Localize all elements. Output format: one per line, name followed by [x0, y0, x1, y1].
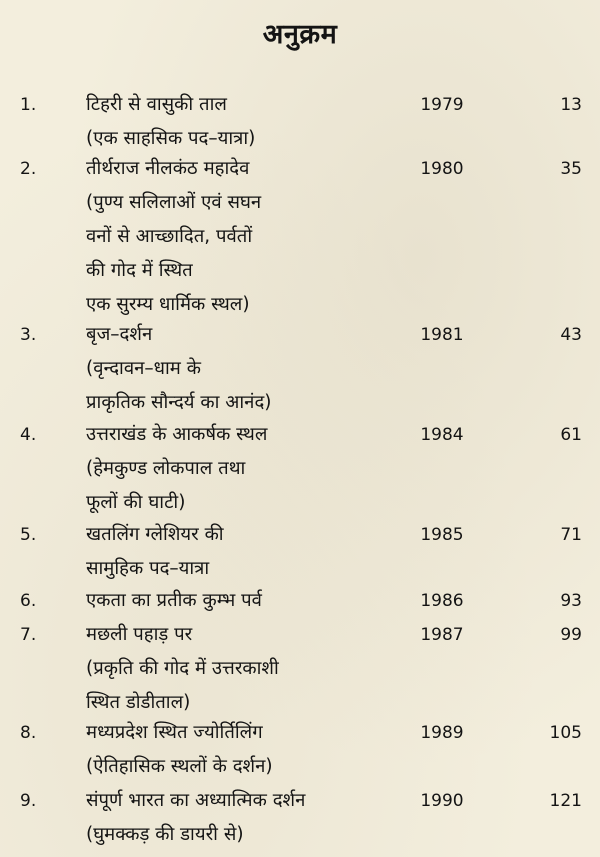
entry-title-line: एक सुरम्य धार्मिक स्थल) — [86, 294, 250, 315]
entry-number: 8. — [20, 723, 37, 743]
entry-page-number: 13 — [560, 95, 582, 115]
entry-title-line: फूलों की घाटी) — [86, 492, 186, 513]
entry-title-line: (प्रकृति की गोद में उत्तरकाशी — [86, 658, 279, 679]
entry-year: 1990 — [420, 791, 464, 811]
entry-title — [86, 518, 416, 586]
entry-title-line: खतलिंग ग्लेशियर की — [86, 524, 224, 545]
entry-number: 5. — [20, 525, 37, 545]
entry-number: 3. — [20, 325, 37, 345]
entry-title — [86, 418, 416, 520]
entry-title-line: (एक साहसिक पद–यात्रा) — [86, 128, 256, 149]
entry-page-number: 121 — [549, 791, 582, 811]
entry-title — [86, 618, 416, 720]
entry-title-line: (ऐतिहासिक स्थलों के दर्शन) — [86, 756, 273, 777]
entry-year: 1986 — [420, 591, 464, 611]
entry-title-line: टिहरी से वासुकी ताल — [86, 94, 227, 115]
entry-title-line: स्थित डोडीताल) — [86, 692, 191, 713]
entry-number: 4. — [20, 425, 37, 445]
entry-year: 1979 — [420, 95, 464, 115]
entry-year: 1985 — [420, 525, 464, 545]
entry-title-line: (वृन्दावन–धाम के — [86, 358, 201, 379]
entry-page-number: 99 — [560, 625, 582, 645]
entry-title-line: (हेमकुण्ड लोकपाल तथा — [86, 458, 246, 479]
entry-number: 6. — [20, 591, 37, 611]
entry-title-line: मध्यप्रदेश स्थित ज्योर्तिलिंग — [86, 722, 263, 743]
entry-title-line: वनों से आच्छादित, पर्वतों — [86, 226, 253, 247]
entry-number: 7. — [20, 625, 37, 645]
entry-year: 1987 — [420, 625, 464, 645]
entry-page-number: 43 — [560, 325, 582, 345]
entry-title-line: संपूर्ण भारत का अध्यात्मिक दर्शन — [86, 790, 306, 811]
entry-title — [86, 318, 416, 420]
entry-year: 1981 — [420, 325, 464, 345]
entry-number: 1. — [20, 95, 37, 115]
entry-title-line: उत्तराखंड के आकर्षक स्थल — [86, 424, 268, 445]
entry-page-number: 93 — [560, 591, 582, 611]
entry-title-line: (पुण्य सलिलाओं एवं सघन — [86, 192, 262, 213]
entry-page-number: 35 — [560, 159, 582, 179]
entry-page-number: 71 — [560, 525, 582, 545]
entry-title — [86, 152, 416, 322]
page-title: अनुक्रम — [262, 19, 338, 50]
entry-title-line: मछली पहाड़ पर — [86, 624, 193, 645]
entry-number: 9. — [20, 791, 37, 811]
entry-year: 1980 — [420, 159, 464, 179]
entry-number: 2. — [20, 159, 37, 179]
entry-title-line: (घुमक्कड़ की डायरी से) — [86, 824, 244, 845]
entry-page-number: 105 — [549, 723, 582, 743]
entry-page-number: 61 — [560, 425, 582, 445]
entry-title-line: तीर्थराज नीलकंठ महादेव — [86, 158, 250, 179]
entry-title — [86, 784, 416, 852]
entry-title — [86, 716, 416, 784]
entry-title — [86, 584, 416, 618]
entry-title-line: प्राकृतिक सौन्दर्य का आनंद) — [86, 392, 272, 413]
entry-title-line: एकता का प्रतीक कुम्भ पर्व — [86, 590, 262, 611]
entry-year: 1989 — [420, 723, 464, 743]
entry-title-line: की गोद में स्थित — [86, 260, 193, 281]
entry-year: 1984 — [420, 425, 464, 445]
entry-title — [86, 88, 416, 156]
entry-title-line: बृज–दर्शन — [86, 324, 153, 345]
entry-title-line: सामुहिक पद–यात्रा — [86, 558, 210, 579]
